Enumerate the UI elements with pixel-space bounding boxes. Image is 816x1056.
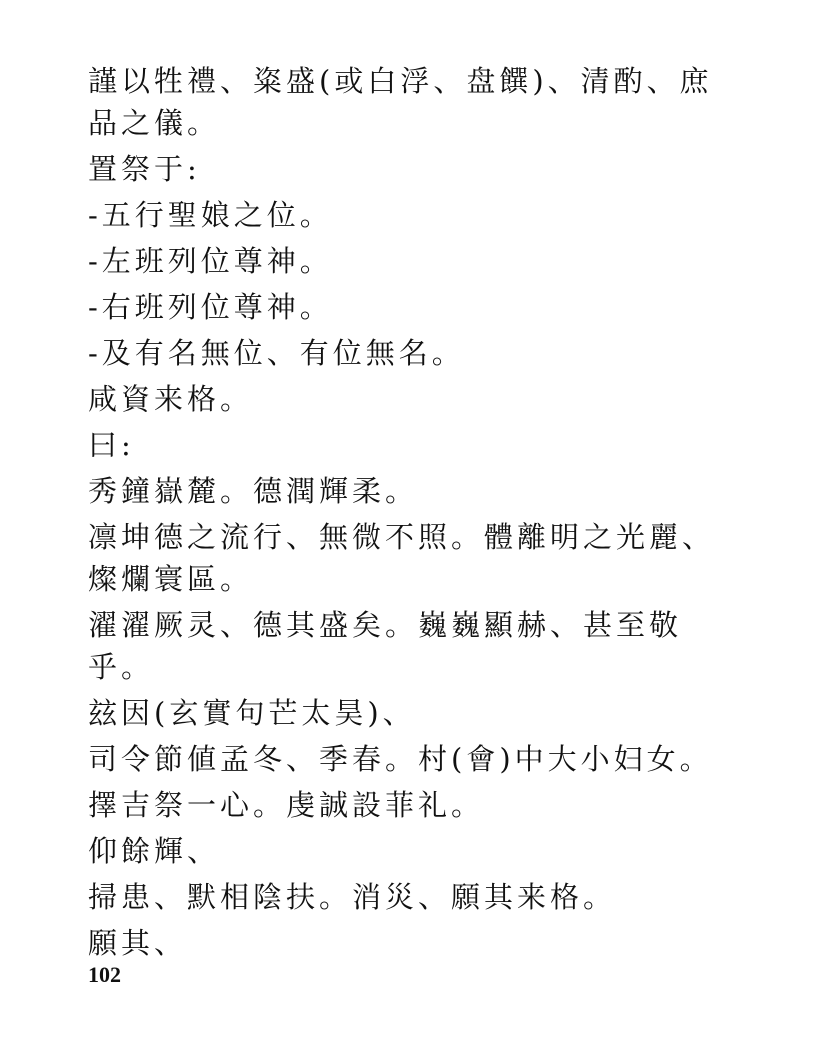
paragraph: 凛坤德之流行、無微不照。體離明之光麗、燦爛寰區。 [88,520,716,596]
paragraph: 秀鐘嶽麓。德潤輝柔。 [88,474,419,508]
paragraph: 擇吉祭一心。虔誠設菲礼。 [88,788,485,822]
paragraph: 掃患、默相陰扶。消災、願其来格。 [88,880,617,914]
paragraph: 司令節値孟冬、季春。村(會)中大小妇女。 [88,742,713,776]
paragraph: -及有名無位、有位無名。 [88,336,465,370]
paragraph: 置祭于: [88,152,201,186]
paragraph: 曰: [88,428,135,462]
paragraph: 咸資来格。 [88,382,254,416]
page-number: 102 [88,962,121,987]
ritual-text [88,60,738,968]
paragraph: 願其、 [88,926,188,960]
paragraph: 濯濯厥灵、德其盛矣。巍巍顯赫、甚至敬乎。 [88,608,683,684]
paragraph: 玆因(玄實句芒太昊)、 [88,696,416,730]
paragraph: 謹以牲禮、粢盛(或白浮、盘饌)、清酌、庶品之儀。 [88,64,713,140]
paragraph: -五行聖娘之位。 [88,198,333,232]
paragraph: 仰餘輝、 [88,834,221,868]
paragraph: -左班列位尊神。 [88,244,333,278]
paragraph: -右班列位尊神。 [88,290,333,324]
